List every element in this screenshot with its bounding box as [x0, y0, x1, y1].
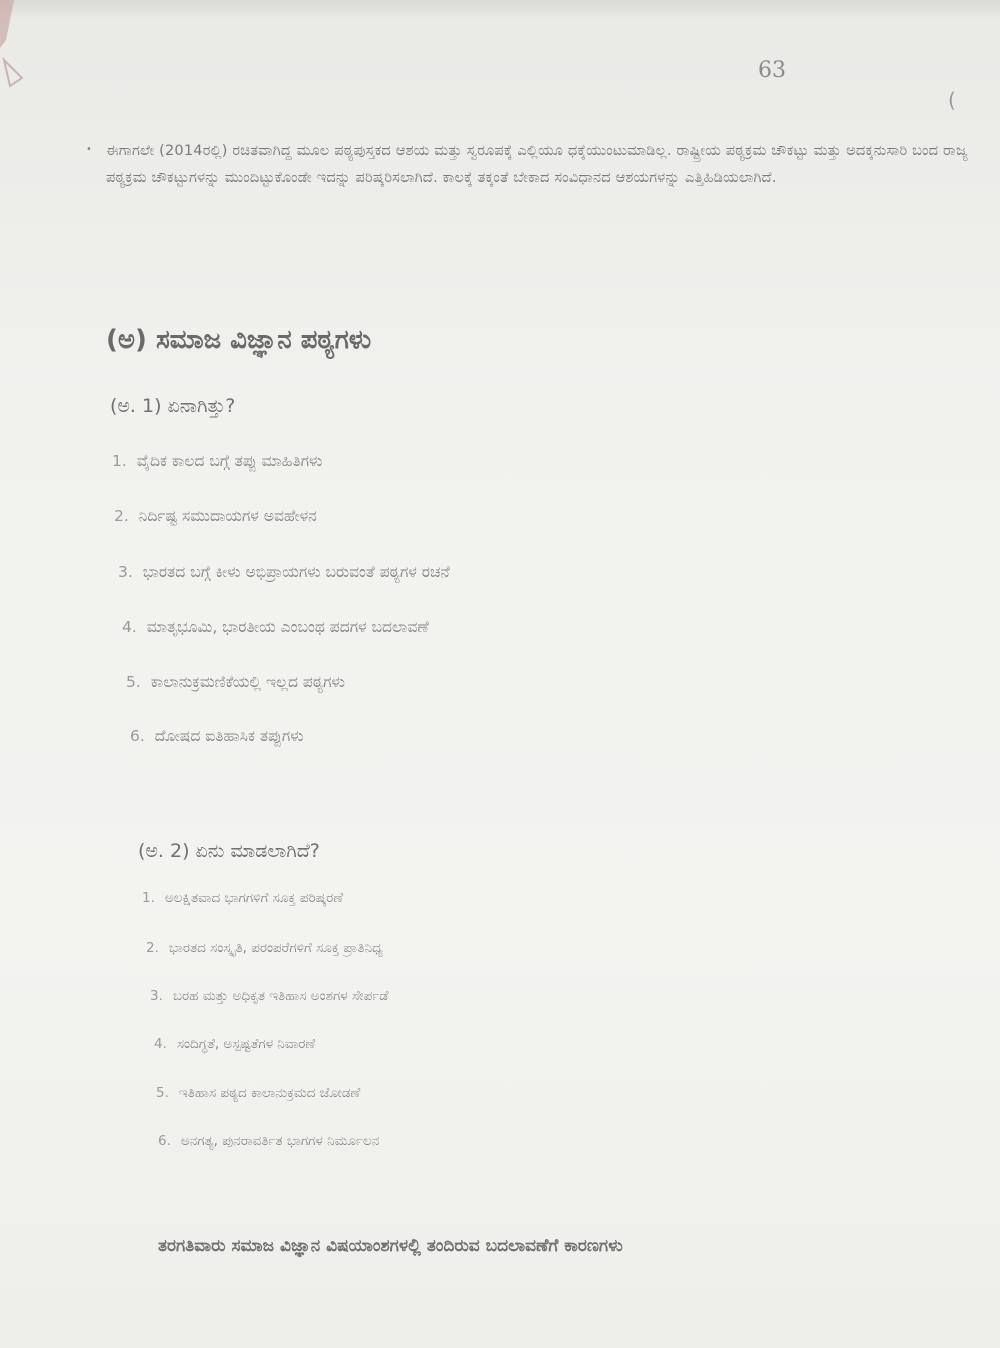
list-item-number: 2. [114, 507, 129, 525]
list-item-text: ಭಾರತದ ಬಗ್ಗೆ ಕೀಳು ಅಭಿಪ್ರಾಯಗಳು ಬರುವಂತೆ ಪಠ್ಯಗಳ ರಚನೆ [142, 563, 450, 581]
list-item [130, 727, 304, 746]
page-top-shadow [0, 0, 1000, 18]
list-item-text: ಬರಹ ಮತ್ತು ಅಧಿಕೃತ ಇತಿಹಾಸ ಅಂಶಗಳ ಸೇರ್ಪಡೆ [172, 988, 389, 1004]
list-item-number: 2. [146, 940, 159, 956]
list-item-text: ಕಾಲಾನುಕ್ರಮಣಿಕೆಯಲ್ಲಿ ಇಲ್ಲದ ಪಠ್ಯಗಳು [150, 673, 345, 691]
list-item-number: 4. [122, 618, 137, 636]
margin-mark: ( [948, 88, 956, 112]
subsection-2-heading: (ಅ. 2) ಏನು ಮಾಡಲಾಗಿದೆ? [138, 840, 320, 862]
list-item-text: ಸಂದಿಗ್ಧತೆ, ಅಸ್ಪಷ್ಟತೆಗಳ ನಿವಾರಣೆ [176, 1036, 316, 1052]
section-title: (ಅ) ಸಮಾಜ ವಿಜ್ಞಾನ ಪಠ್ಯಗಳು [106, 325, 372, 355]
list-item-text: ಮಾತೃಭೂಮಿ, ಭಾರತೀಯ ಎಂಬಂಥ ಪದಗಳ ಬದಲಾವಣೆ [146, 618, 429, 636]
list-item-text: ಇತಿಹಾಸ ಪಠ್ಯದ ಕಾಲಾನುಕ್ರಮದ ಜೋಡಣೆ [178, 1085, 361, 1101]
list-item [114, 507, 317, 526]
list-item-text: ಭಾರತದ ಸಂಸ್ಕೃತಿ, ಪರಂಪರೆಗಳಿಗೆ ಸೂಕ್ತ ಪ್ರಾತಿನಿಧ್ಯ [168, 940, 383, 956]
list-item [154, 1036, 315, 1052]
list-item-number: 6. [130, 727, 145, 745]
corner-fold-mark [0, 0, 48, 90]
list-item-number: 6. [158, 1133, 171, 1149]
list-item-number: 1. [112, 452, 127, 470]
list-item [146, 940, 383, 956]
list-item-text: ಅಲಕ್ಷಿತವಾದ ಭಾಗಗಳಿಗೆ ಸೂಕ್ತ ಪರಿಷ್ಕರಣೆ [164, 890, 344, 906]
subsection-1-heading: (ಅ. 1) ಏನಾಗಿತ್ತು? [110, 395, 236, 417]
list-item [142, 890, 343, 906]
list-item-text: ದೋಷದ ಐತಿಹಾಸಿಕ ತಪ್ಪುಗಳು [154, 727, 304, 745]
page-number: 63 [758, 58, 786, 83]
intro-paragraph: ಈಗಾಗಲೇ (2014ರಲ್ಲಿ) ರಚಿತವಾಗಿದ್ದ ಮೂಲ ಪಠ್ಯಪುಸ್ತಕದ ಆಶಯ ಮತ್ತು ಸ್ವರೂಪಕ್ಕೆ ಎಲ್ಲಿಯೂ ಧಕ್ಕೆಯುಂಟುಮಾಡಿಲ್ಲ. ರಾಷ್ಟ್ರೀಯ ಪಠ್ಯಕ್ರಮ ಚೌಕಟ್ಟು ಮತ್ತು ಅದಕ್ಕನುಸಾರಿ ಬಂದ ರಾಜ್ಯ ಪಠ್ಯಕ್ರಮ ಚೌಕಟ್ಟುಗಳನ್ನು ಮುಂದಿಟ್ಟುಕೊಂಡೇ ಇದನ್ನು ಪರಿಷ್ಕರಿಸಲಾಗಿದೆ. ಕಾಲಕ್ಕೆ ತಕ್ಕಂತೆ ಬೇಕಾದ ಸಂವಿಧಾನದ ಆಶಯಗಳನ್ನು ಎತ್ತಿಹಿಡಿಯಲಾಗಿದೆ. [106, 143, 968, 186]
list-item-number: 3. [150, 988, 163, 1004]
list-item-text: ವೈದಿಕ ಕಾಲದ ಬಗ್ಗೆ ತಪ್ಪು ಮಾಹಿತಿಗಳು [136, 452, 323, 470]
list-item [112, 452, 322, 471]
list-item [150, 988, 388, 1004]
list-item-number: 5. [156, 1085, 169, 1101]
footer-heading: ತರಗತಿವಾರು ಸಮಾಜ ವಿಜ್ಞಾನ ವಿಷಯಾಂಶಗಳಲ್ಲಿ ತಂದಿರುವ ಬದಲಾವಣೆಗೆ ಕಾರಣಗಳು [158, 1236, 623, 1256]
list-item-number: 5. [126, 673, 141, 691]
list-item-number: 3. [118, 563, 133, 581]
list-item-text: ನಿರ್ದಿಷ್ಟ ಸಮುದಾಯಗಳ ಅವಹೇಳನ [138, 507, 317, 525]
list-item [158, 1133, 379, 1149]
list-item [122, 618, 429, 637]
list-item [118, 563, 450, 582]
list-item-text: ಅನಗತ್ಯ, ಪುನರಾವರ್ತಿತ ಭಾಗಗಳ ನಿರ್ಮೂಲನ [180, 1133, 380, 1149]
list-item-number: 1. [142, 890, 155, 906]
list-item-number: 4. [154, 1036, 167, 1052]
list-item [126, 673, 345, 692]
list-item [156, 1085, 360, 1101]
intro-bullet: • [86, 144, 92, 155]
